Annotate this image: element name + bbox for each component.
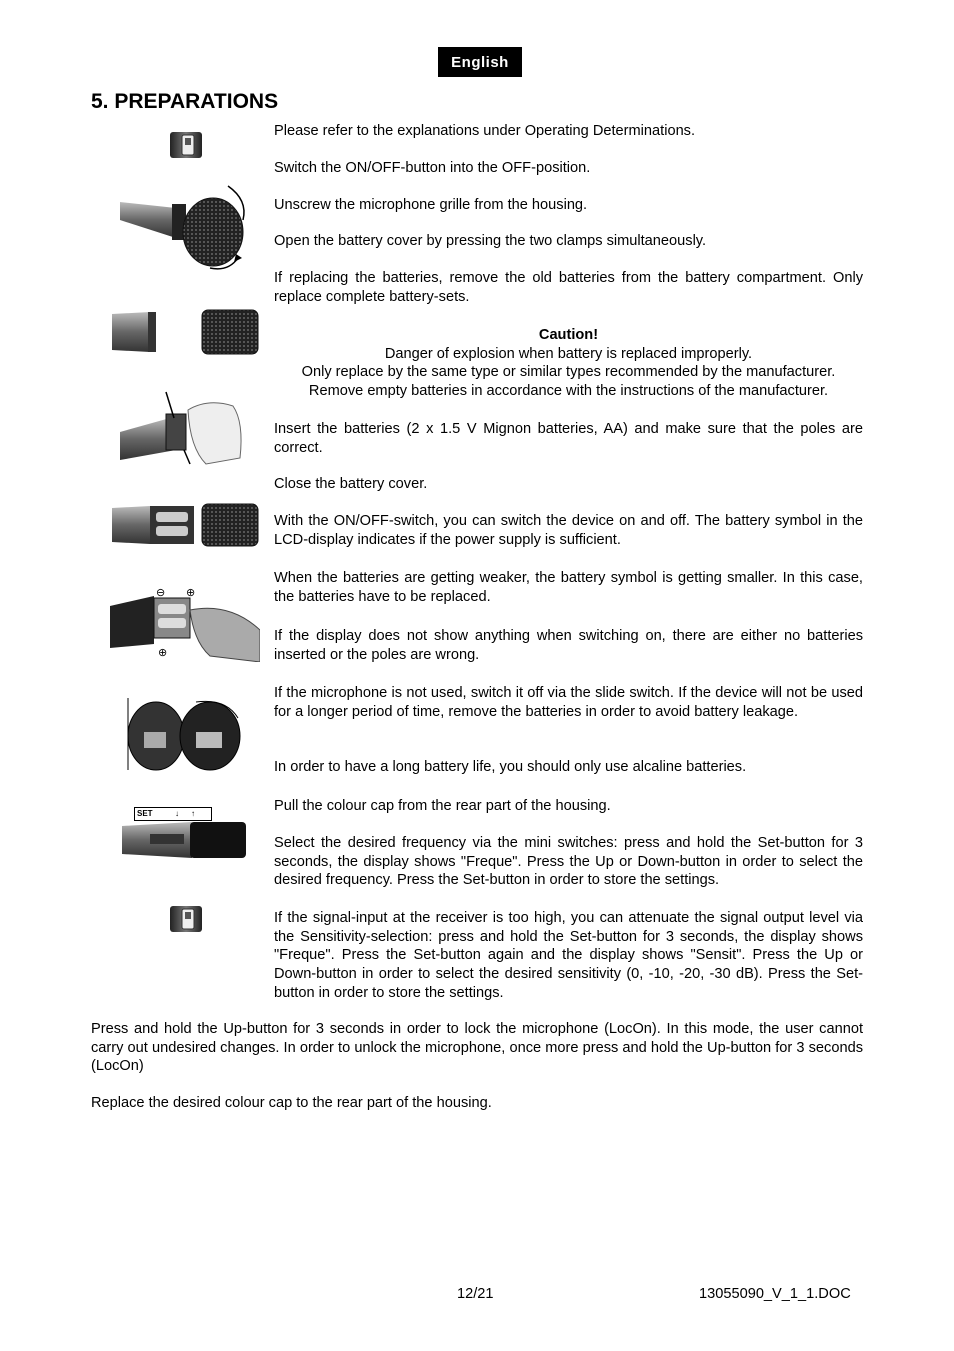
caution-line-2: Only replace by the same type or similar types recommended by the manufacturer. xyxy=(301,364,836,381)
para-close-cover: Close the battery cover. xyxy=(274,476,428,492)
para-lock: Press and hold the Up-button for 3 seconds in order to lock the microphone (LocOn). In this mode, the user cannot carry out undesired changes. In order to unlock the microphone, once more press and hold the Up-button for 3 seconds (LocOn) xyxy=(91,1021,863,1075)
para-weak-batteries: When the batteries are getting weaker, the battery symbol is getting smaller. In this case, the batteries have to be replaced. xyxy=(274,570,863,605)
para-pull-cap: Pull the colour cap from the rear part of the housing. xyxy=(274,798,611,814)
open-battery-cover-illustration xyxy=(118,388,246,466)
para-operating-determinations: Please refer to the explanations under Operating Determinations. xyxy=(274,123,696,139)
caution-title: Caution! xyxy=(538,327,599,343)
para-switch-off: Switch the ON/OFF-button into the OFF-position. xyxy=(274,160,591,176)
caution-line-3: Remove empty batteries in accordance with the instructions of the manufacturer. xyxy=(308,383,829,400)
para-insert-batteries: Insert the batteries (2 x 1.5 V Mignon batteries, AA) and make sure that the poles are correct. xyxy=(274,421,863,456)
set-buttons-illustration xyxy=(122,806,248,860)
unscrew-grille-illustration xyxy=(118,180,250,274)
para-unscrew-grille: Unscrew the microphone grille from the housing. xyxy=(274,197,588,213)
down-arrow-label: ↓ xyxy=(175,809,179,818)
plus-pole-label: ⊕ xyxy=(186,587,196,599)
para-alcaline: In order to have a long battery life, you should only use alcaline batteries. xyxy=(274,759,747,775)
caution-block xyxy=(274,326,863,401)
switch-icon-1 xyxy=(168,128,204,162)
para-sensitivity: If the signal-input at the receiver is too high, you can attenuate the signal output level via the Sensitivity-selection: press and hold the Set-button for 3 seconds, the display shows "Freque". Press the Set-button again and the display shows "Sensit". Press the Up or Down-button in order to select the desired sensitivity (0, -10, -20, -30 dB). Press the Set-button in order to store the settings. xyxy=(274,910,863,1001)
page-title: 5. PREPARATIONS xyxy=(91,90,279,113)
housing-and-grille-illustration xyxy=(110,308,260,356)
plus-pole-label-bottom: ⊕ xyxy=(158,647,168,659)
para-no-display: If the display does not show anything when switching on, there are either no batteries inserted or the poles are wrong. xyxy=(274,628,863,663)
para-switch-off-slide: If the microphone is not used, switch it off via the slide switch. If the device will not be used for a longer period of time, remove the batteries in order to avoid battery leakage. xyxy=(274,685,863,720)
battery-compartment-illustration xyxy=(110,502,260,548)
open-housing-illustration xyxy=(126,696,244,772)
para-open-cover: Open the battery cover by pressing the two clamps simultaneously. xyxy=(274,233,707,249)
minus-pole-label: ⊖ xyxy=(156,587,166,599)
up-arrow-label: ↑ xyxy=(191,809,195,818)
para-replace-cap: Replace the desired colour cap to the rear part of the housing. xyxy=(91,1095,492,1111)
page-number: 12/21 xyxy=(457,1286,494,1302)
insert-batteries-illustration xyxy=(110,586,260,662)
set-label: SET xyxy=(137,809,153,818)
caution-line-1: Danger of explosion when battery is replaced improperly. xyxy=(384,345,753,362)
switch-icon-2 xyxy=(168,902,204,936)
para-on-off-switch: With the ON/OFF-switch, you can switch the device on and off. The battery symbol in the LCD-display indicates if the power supply is sufficient. xyxy=(274,513,863,548)
para-select-frequency: Select the desired frequency via the mini switches: press and hold the Set-button for 3 seconds, the display shows "Freque". Press the Up or Down-button in order to select the desired frequency. Press the Set-button in order to store the settings. xyxy=(274,835,863,889)
language-badge: English xyxy=(438,47,522,77)
para-replace-batteries: If replacing the batteries, remove the old batteries from the battery compartment. Only replace complete battery-sets. xyxy=(274,270,863,305)
document-id: 13055090_V_1_1.DOC xyxy=(699,1286,851,1302)
